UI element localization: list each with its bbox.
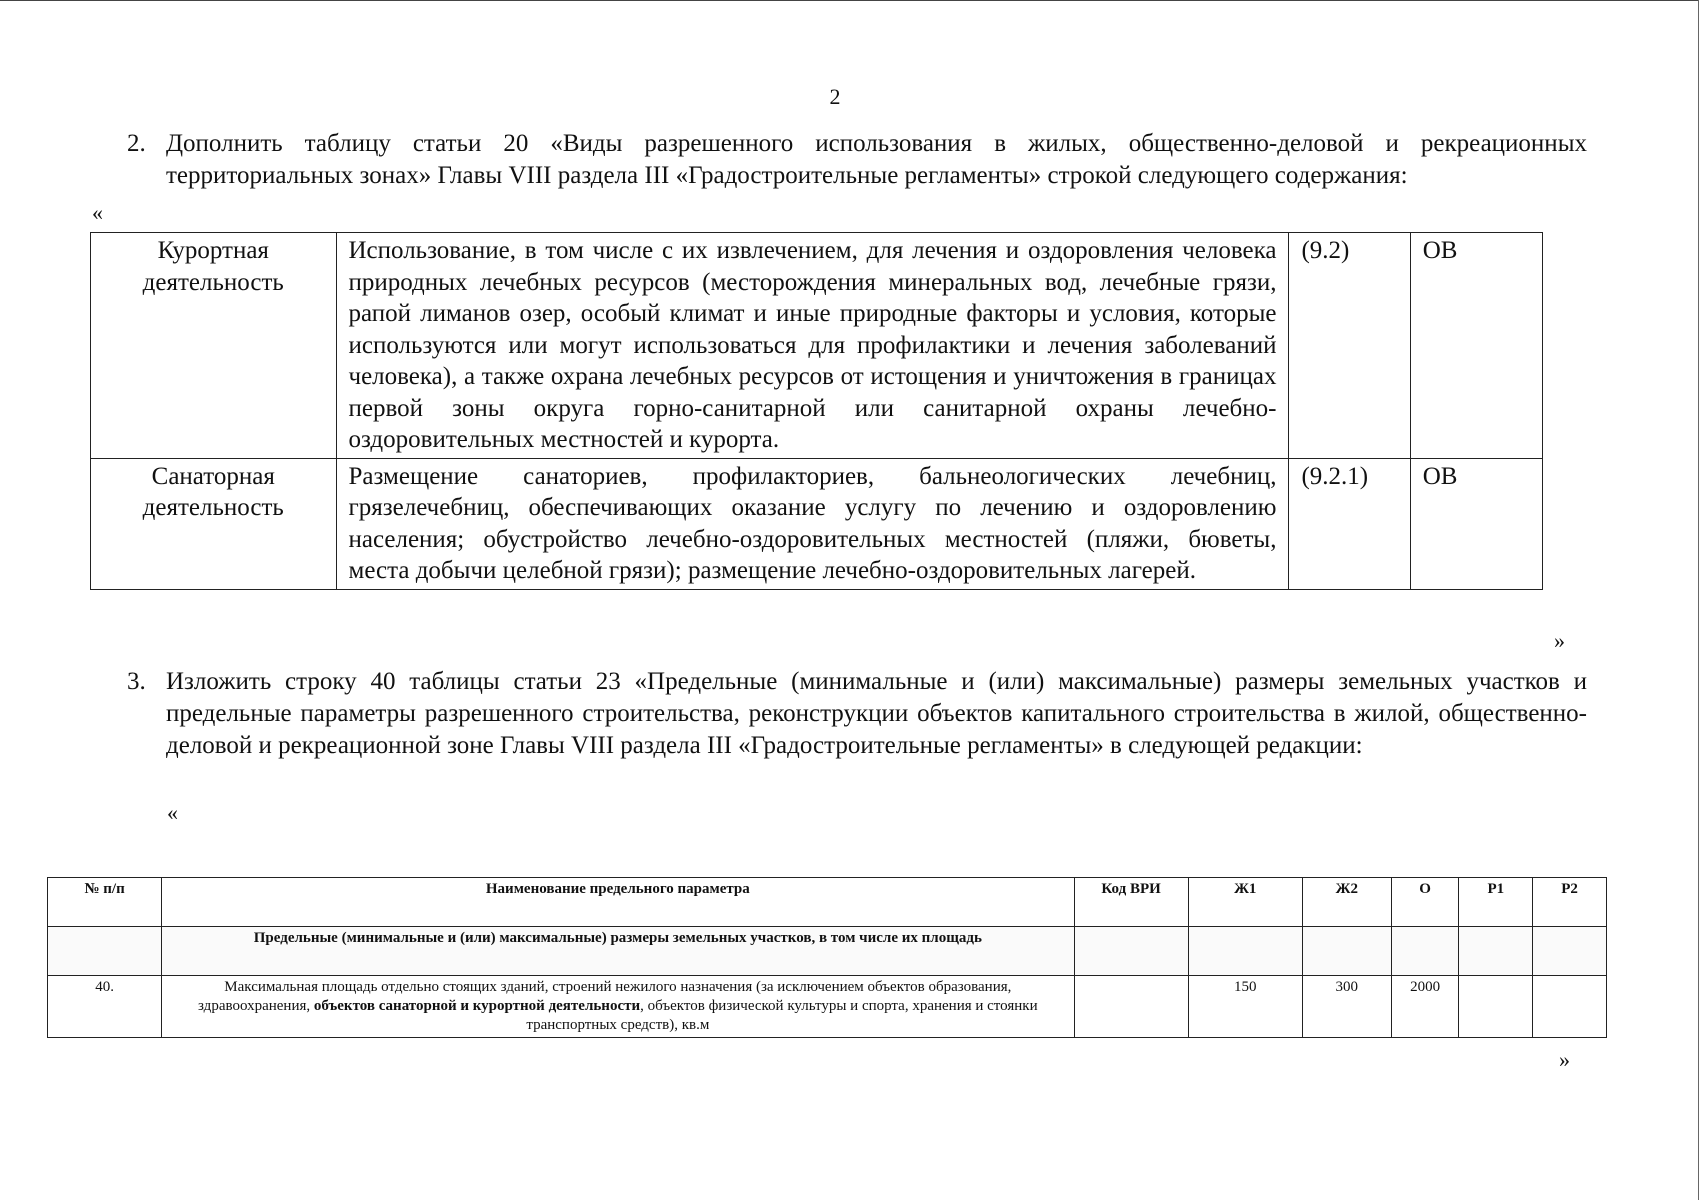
- header-cell: Ж2: [1302, 878, 1391, 927]
- header-cell: Код ВРИ: [1074, 878, 1188, 927]
- header-cell: Ж1: [1188, 878, 1302, 927]
- table-row: [91, 233, 1543, 459]
- page-top-edge: [0, 0, 1699, 1]
- row-number-cell: 40.: [48, 976, 162, 1038]
- table-header-row: [48, 878, 1607, 927]
- land-use-table: [90, 232, 1543, 590]
- closing-quote-2: »: [1559, 1047, 1570, 1072]
- section-title-cell: Предельные (минимальные и (или) максимальные) размеры земельных участков, в том числе их площадь: [162, 927, 1074, 976]
- use-zone-cell: ОВ: [1410, 233, 1542, 459]
- zone-r2-cell: [1533, 976, 1607, 1038]
- zone-o-cell: 2000: [1391, 976, 1459, 1038]
- use-description-cell: Размещение санаториев, профилакториев, бальнеологических лечебниц, грязелечебниц, обеспечивающих оказание услугу по лечению и оздоровлению населения; обустройство лечебно-оздоровительных местностей (пляжи, бюветы, места добычи целебной грязи); размещение лечебно-оздоровительных лагерей.: [336, 458, 1289, 589]
- zone-r1-cell: [1459, 976, 1533, 1038]
- zone-z1-cell: 150: [1188, 976, 1302, 1038]
- paragraph-item-3: [127, 666, 1587, 796]
- header-cell: О: [1391, 878, 1459, 927]
- code-cell: [1074, 976, 1188, 1038]
- use-code-cell: (9.2.1): [1289, 458, 1410, 589]
- empty-cell: [1459, 927, 1533, 976]
- empty-cell: [1188, 927, 1302, 976]
- zone-z2-cell: 300: [1302, 976, 1391, 1038]
- empty-cell: [1533, 927, 1607, 976]
- opening-quote-2: «: [167, 800, 178, 825]
- use-name-cell: Санаторная деятельность: [91, 458, 337, 589]
- use-name-cell: Курортная деятельность: [91, 233, 337, 459]
- empty-cell: [1302, 927, 1391, 976]
- parameter-name-part2: , объектов физической культуры и спорта, хранения и стоянки транспортных средств), кв.м: [526, 998, 1038, 1033]
- table-row: [91, 458, 1543, 589]
- header-cell: Р1: [1459, 878, 1533, 927]
- parameter-name-bold: объектов санаторной и курортной деятельности: [313, 998, 641, 1014]
- parameters-table: [47, 877, 1607, 1038]
- use-code-cell: (9.2): [1289, 233, 1410, 459]
- page-number: 2: [829, 84, 841, 109]
- empty-cell: [48, 927, 162, 976]
- closing-quote-1: »: [1554, 628, 1565, 653]
- table-row: [48, 976, 1607, 1038]
- empty-cell: [1391, 927, 1459, 976]
- use-zone-cell: ОВ: [1410, 458, 1542, 589]
- header-cell: Р2: [1533, 878, 1607, 927]
- parameter-name-cell: [162, 976, 1074, 1038]
- item-2-text: Дополнить таблицу статьи 20 «Виды разрешенного использования в жилых, общественно-деловой и рекреационных территориальных зонах» Главы VIII раздела III «Градостроительные регламенты» строкой следующего содержания:: [166, 130, 1587, 189]
- header-cell: № п/п: [48, 878, 162, 927]
- opening-quote-1: «: [92, 200, 103, 225]
- item-2-number: 2.: [127, 130, 146, 157]
- section-title-row: [48, 927, 1607, 976]
- item-3-number: 3.: [127, 668, 146, 695]
- paragraph-item-2: [127, 128, 1587, 198]
- parameter-name-part1: Максимальная площадь отдельно стоящих зданий, строений нежилого назначения (за исключением объектов образования, здравоохранения,: [198, 979, 1012, 1014]
- header-cell: Наименование предельного параметра: [162, 878, 1074, 927]
- use-description-cell: Использование, в том числе с их извлечением, для лечения и оздоровления человека природных лечебных ресурсов (месторождения минеральных вод, лечебные грязи, рапой лиманов озер, особый климат и иные природные факторы и условия, которые используются или могут использоваться для профилактики и лечения заболеваний человека), а также охрана лечебных ресурсов от истощения и уничтожения в границах первой зоны округа горно-санитарной или санитарной охраны лечебно-оздоровительных местностей и курорта.: [336, 233, 1289, 459]
- item-3-text: Изложить строку 40 таблицы статьи 23 «Предельные (минимальные и (или) максимальные) размеры земельных участков и предельные параметры разрешенного строительства, реконструкции объектов капитального строительства в жилой, общественно-деловой и рекреационной зоне Главы VIII раздела III «Градостроительные регламенты» в следующей редакции:: [166, 668, 1587, 759]
- empty-cell: [1074, 927, 1188, 976]
